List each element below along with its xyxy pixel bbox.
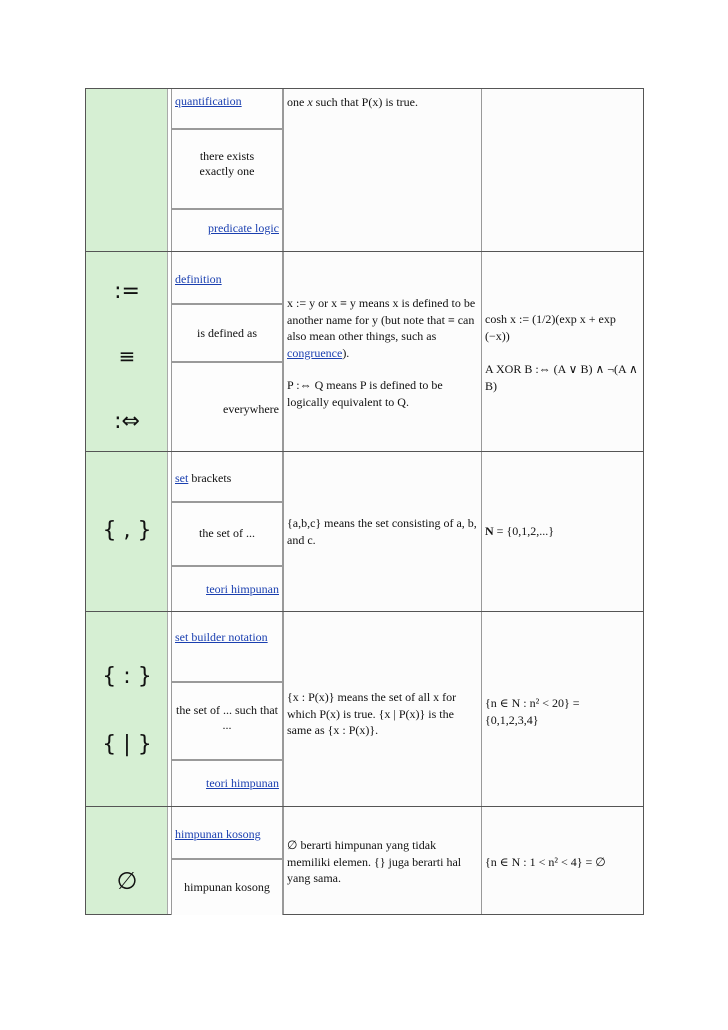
set-builder-colon-symbol: { : } (102, 664, 152, 689)
name-column (171, 807, 283, 914)
name-cell (171, 807, 283, 859)
table-row (86, 806, 643, 914)
reading-text: himpunan kosong (184, 880, 270, 894)
reading-cell (171, 859, 283, 915)
example-text: N = {0,1,2,...} (485, 524, 554, 538)
empty-set-symbol: ∅ (116, 867, 138, 895)
set-brackets-symbol: { , } (102, 518, 152, 543)
symbol-cell (86, 807, 168, 914)
reading-cell (171, 304, 283, 362)
name-cell (171, 252, 283, 304)
name-cell (171, 452, 283, 502)
define-symbol: := (114, 279, 140, 304)
table-row (86, 451, 643, 611)
define-iff-symbol: :⇔ (114, 409, 140, 434)
example-cell (482, 612, 643, 806)
set-builder-notation-link[interactable]: set builder notation (175, 630, 268, 644)
name-cell (171, 612, 283, 682)
description-cell (283, 612, 482, 806)
example-text: {n ∈ N : 1 < n² < 4} = ∅ (485, 855, 606, 869)
category-text: everywhere (223, 402, 279, 416)
reading-text: is defined as (197, 326, 257, 340)
set-builder-bar-symbol: { | } (102, 732, 152, 757)
description-text: {a,b,c} means the set consisting of a, b, and c. (287, 516, 477, 547)
name-column (171, 252, 283, 451)
teori-himpunan-link[interactable]: teori himpunan (206, 582, 279, 596)
example-cell (482, 807, 643, 914)
example-text: cosh x := (1/2)(exp x + exp (−x)) (485, 312, 616, 343)
name-column (171, 452, 283, 611)
example-text: {n ∈ N : n² < 20} = (485, 696, 580, 710)
reading-text: the set of ... (199, 526, 255, 540)
description-text: x := y or x ≡ y means x is defined to be another name for y (but note that ≡ can also mean other things, such as congruence). (287, 296, 476, 360)
example-cell (482, 452, 643, 611)
category-cell (171, 362, 283, 452)
symbol-cell (86, 252, 168, 451)
description-text: ∅ berarti himpunan yang tidak memiliki elemen. {} juga berarti hal yang sama. (287, 838, 462, 885)
congruence-link[interactable]: congruence (287, 345, 343, 360)
reading-text: there exists exactly one (199, 149, 255, 178)
description-cell (283, 89, 482, 251)
math-symbols-table (85, 88, 644, 915)
description-cell (283, 252, 482, 451)
reading-text: the set of ... such that ... (176, 703, 278, 732)
table-row (86, 611, 643, 806)
set-link[interactable]: set (175, 471, 189, 485)
description-text: {x : P(x)} means the set of all x for which P(x) is true. {x | P(x)} is the same as {x : P(x)}. (287, 690, 457, 737)
reading-cell (171, 682, 283, 760)
example-text-2: {0,1,2,3,4} (485, 713, 539, 727)
table-row (86, 89, 643, 251)
description-cell (283, 807, 482, 914)
category-cell (171, 209, 283, 251)
equivalence-symbol: ≡ (118, 344, 136, 368)
predicate-logic-link[interactable]: predicate logic (208, 221, 279, 235)
name-text: set brackets (175, 471, 232, 485)
symbol-cell (86, 89, 168, 251)
definition-link[interactable]: definition (175, 272, 222, 286)
quantification-link[interactable]: quantification (175, 94, 242, 108)
description-cell (283, 452, 482, 611)
description-text: one x such that P(x) is true. (287, 95, 418, 109)
name-cell (171, 89, 283, 129)
example-text-2: A XOR B :⇔ (A ∨ B) ∧ ¬(A ∧ B) (485, 362, 638, 393)
description-text-2: P :⇔ Q means P is defined to be logically equivalent to Q. (287, 378, 443, 409)
name-column (171, 612, 283, 806)
reading-cell (171, 129, 283, 209)
table-row (86, 251, 643, 451)
symbol-cell (86, 452, 168, 611)
example-cell (482, 89, 643, 251)
himpunan-kosong-link[interactable]: himpunan kosong (175, 827, 261, 841)
symbol-cell (86, 612, 168, 806)
category-cell (171, 566, 283, 612)
teori-himpunan-link[interactable]: teori himpunan (206, 776, 279, 790)
example-cell (482, 252, 643, 451)
category-cell (171, 760, 283, 807)
name-column (171, 89, 283, 251)
reading-cell (171, 502, 283, 566)
